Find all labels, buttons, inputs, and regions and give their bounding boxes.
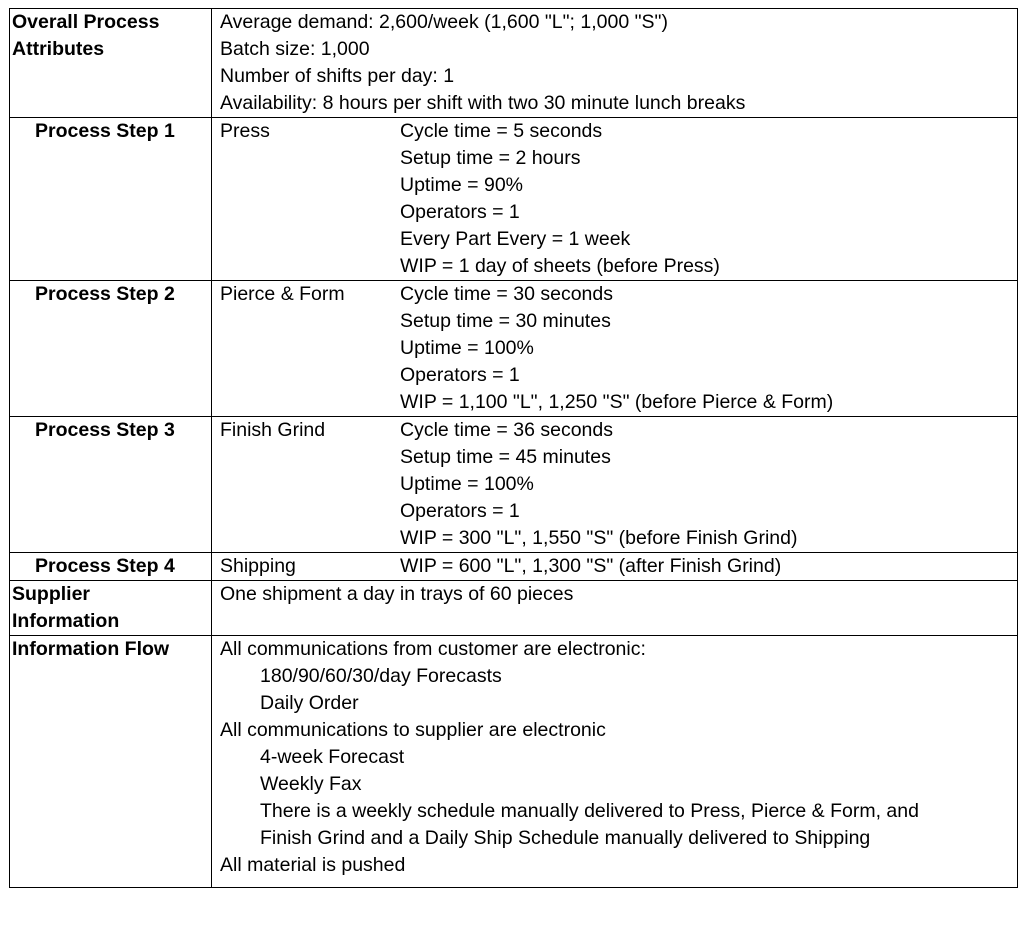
step-label: Process Step 1 <box>35 120 175 142</box>
overall-line: Availability: 8 hours per shift with two 30 minute lunch breaks <box>220 92 746 114</box>
step-attribute: WIP = 600 "L", 1,300 "S" (after Finish Grind) <box>400 555 782 577</box>
step-content-cell <box>212 417 1018 553</box>
schedule-note-line: Finish Grind and a Daily Ship Schedule manually delivered to Shipping <box>260 827 871 849</box>
step-attribute: WIP = 1,100 "L", 1,250 "S" (before Pierce & Form) <box>400 391 834 413</box>
step-attribute: Operators = 1 <box>400 201 520 223</box>
overall-label-cell <box>10 9 212 118</box>
supplier-content-cell <box>212 581 1018 636</box>
step-attributes <box>400 118 1017 280</box>
step-4-row <box>10 553 1018 581</box>
step-attribute: WIP = 300 "L", 1,550 "S" (before Finish Grind) <box>400 527 798 549</box>
info-flow-row <box>10 636 1018 888</box>
step-label: Process Step 2 <box>35 283 175 305</box>
step-content-cell <box>212 281 1018 417</box>
overall-line: Batch size: 1,000 <box>220 38 370 60</box>
step-label-cell <box>10 118 212 281</box>
supplier-comms-item: Weekly Fax <box>260 773 362 795</box>
step-attribute: Uptime = 100% <box>400 337 534 359</box>
step-label-cell <box>10 417 212 553</box>
overall-row <box>10 9 1018 118</box>
schedule-note-line: There is a weekly schedule manually delivered to Press, Pierce & Form, and <box>260 800 919 822</box>
step-label: Process Step 4 <box>35 555 175 577</box>
process-attributes-table <box>9 8 1018 888</box>
customer-comms-item: 180/90/60/30/day Forecasts <box>260 665 502 687</box>
step-name: Finish Grind <box>220 419 326 441</box>
step-attribute: Operators = 1 <box>400 500 520 522</box>
step-3-row <box>10 417 1018 553</box>
step-name: Pierce & Form <box>220 283 345 305</box>
supplier-label: Supplier <box>12 583 91 605</box>
overall-content-cell <box>212 9 1018 118</box>
step-attributes <box>400 281 1017 416</box>
material-flow-note: All material is pushed <box>220 854 406 876</box>
supplier-text: One shipment a day in trays of 60 pieces <box>220 583 574 605</box>
step-attribute: Setup time = 2 hours <box>400 147 581 169</box>
overall-line: Average demand: 2,600/week (1,600 "L"; 1,000 "S") <box>220 11 668 33</box>
step-label-cell <box>10 281 212 417</box>
step-attributes <box>400 553 1017 580</box>
step-attribute: Cycle time = 5 seconds <box>400 120 603 142</box>
supplier-row <box>10 581 1018 636</box>
step-content-cell <box>212 553 1018 581</box>
supplier-comms-item: 4-week Forecast <box>260 746 405 768</box>
step-attribute: Operators = 1 <box>400 364 520 386</box>
overall-label: Overall Process Attributes <box>12 11 160 60</box>
step-label-cell <box>10 553 212 581</box>
customer-comms-item: Daily Order <box>260 692 359 714</box>
step-content-cell <box>212 118 1018 281</box>
step-name: Press <box>220 120 270 142</box>
step-2-row <box>10 281 1018 417</box>
supplier-label-cell <box>10 581 212 636</box>
step-attribute: Setup time = 30 minutes <box>400 310 611 332</box>
info-flow-content-cell <box>212 636 1018 888</box>
step-attribute: Uptime = 100% <box>400 473 534 495</box>
step-attribute: Cycle time = 30 seconds <box>400 283 613 305</box>
info-flow-label: Information Flow <box>12 638 170 660</box>
step-attribute: Every Part Every = 1 week <box>400 228 631 250</box>
step-attribute: WIP = 1 day of sheets (before Press) <box>400 255 720 277</box>
supplier-label: Information <box>12 610 120 632</box>
step-attribute: Setup time = 45 minutes <box>400 446 611 468</box>
step-attribute: Cycle time = 36 seconds <box>400 419 613 441</box>
step-attribute: Uptime = 90% <box>400 174 524 196</box>
customer-comms-heading: All communications from customer are electronic: <box>220 638 646 660</box>
step-1-row <box>10 118 1018 281</box>
step-attributes <box>400 417 1017 552</box>
info-flow-label-cell <box>10 636 212 888</box>
step-name: Shipping <box>220 555 296 577</box>
supplier-comms-heading: All communications to supplier are electronic <box>220 719 606 741</box>
overall-line: Number of shifts per day: 1 <box>220 65 455 87</box>
step-label: Process Step 3 <box>35 419 175 441</box>
